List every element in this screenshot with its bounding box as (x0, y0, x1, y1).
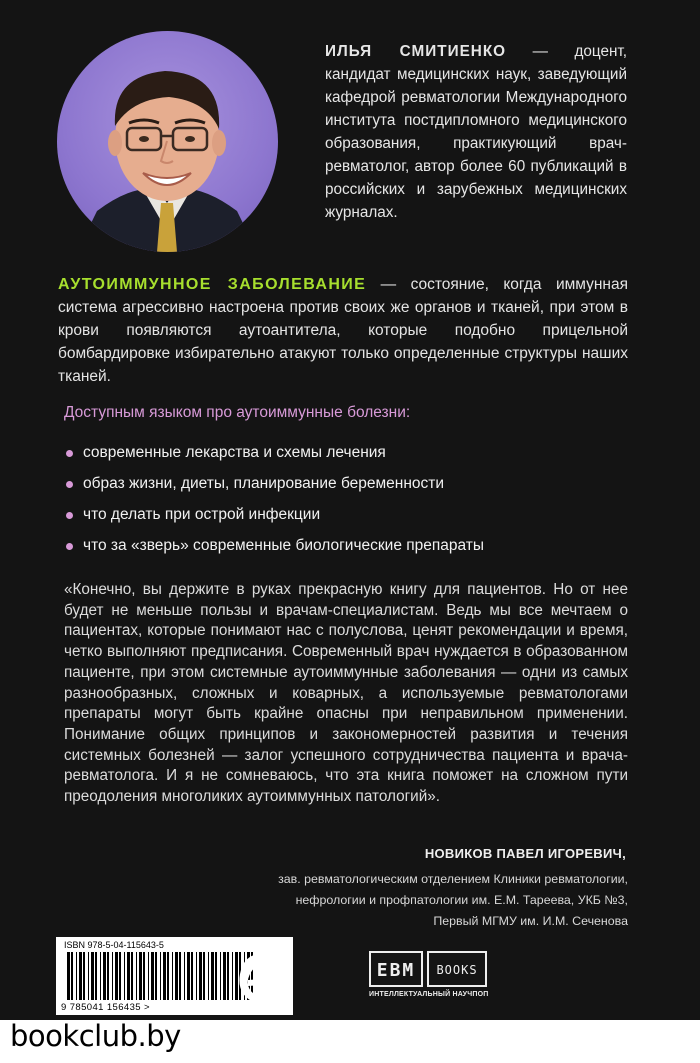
barcode-bar (88, 952, 89, 1000)
barcode-bar (160, 952, 161, 1000)
eksmo-logo-icon (222, 944, 292, 1014)
reviewer-name: НОВИКОВ ПАВЕЛ ИГОРЕВИЧ, (424, 846, 626, 861)
bullet-dot-icon (66, 481, 73, 488)
barcode-bar (95, 952, 97, 1000)
barcode-bar (148, 952, 149, 1000)
barcode-bar (163, 952, 166, 1000)
definition-term: АУТОИММУННОЕ ЗАБОЛЕВАНИЕ (58, 276, 367, 293)
barcode-bar (143, 952, 145, 1000)
definition-text: — состояние, когда иммунная система агрессивно настроена против своих же органов и тканей, при этом в крови появляются аутоантитела, которые подобно прицельной бомбардировке избирательно атакуют только определенные структуры наших тканей. (58, 276, 628, 385)
barcode-bar (196, 952, 197, 1000)
series-logo-right: BOOKS (427, 951, 487, 987)
site-watermark[interactable]: bookclub.by (10, 1019, 181, 1053)
barcode-bar (71, 952, 73, 1000)
isbn-label: ISBN 978-5-04-115643-5 (64, 940, 164, 950)
reviewer-position-line: нефрологии и профпатологии им. Е.М. Тареева, УКБ №3, (295, 893, 628, 907)
barcode-bar (199, 952, 202, 1000)
reviewer-position-line: зав. ревматологическим отделением Клиники ревматологии, (278, 872, 628, 886)
bullet-dot-icon (66, 543, 73, 550)
barcode-bar (112, 952, 113, 1000)
bullet-dot-icon (66, 512, 73, 519)
barcode-number: 9 785041 156435 > (61, 1002, 150, 1013)
barcode-bar (172, 952, 173, 1000)
barcode-bar (91, 952, 94, 1000)
barcode-bar (220, 952, 221, 1000)
barcode-bar (179, 952, 181, 1000)
barcode-bar (175, 952, 178, 1000)
reviewer-position (208, 869, 628, 932)
author-photo (57, 31, 278, 252)
barcode-bar (215, 952, 217, 1000)
bullet-dot-icon (66, 450, 73, 457)
definition-paragraph (58, 273, 628, 388)
barcode-bar (107, 952, 109, 1000)
barcode-bar (103, 952, 106, 1000)
barcode-bar (191, 952, 193, 1000)
barcode-bar (139, 952, 142, 1000)
author-bio-text: — доцент, кандидат медицинских наук, заведующий кафедрой ревматологии Международного института постдипломного медицинского образования, практикующий врач-ревматолог, автор более 60 публикаций в российских и зарубежных медицинских журналах. (325, 43, 627, 221)
barcode-bar (76, 952, 77, 1000)
author-portrait-image (57, 31, 278, 252)
author-bio (325, 40, 627, 224)
series-logo (369, 951, 487, 1007)
author-name: ИЛЬЯ СМИТИЕНКО (325, 43, 507, 60)
barcode-bar (208, 952, 209, 1000)
barcode-bar (79, 952, 82, 1000)
barcode-bar (67, 952, 70, 1000)
barcode-bar (184, 952, 185, 1000)
barcode-bar (124, 952, 125, 1000)
list-item: современные лекарства и схемы лечения (66, 444, 484, 475)
reviewer-position-line: Первый МГМУ им. И.М. Сеченова (433, 914, 628, 928)
barcode-bar (187, 952, 190, 1000)
bullet-list (66, 444, 484, 568)
barcode-bar (115, 952, 118, 1000)
series-logo-left: EBM (369, 951, 423, 987)
list-item: что делать при острой инфекции (66, 506, 484, 537)
barcode-bar (131, 952, 133, 1000)
review-quote: «Конечно, вы держите в руках прекрасную книгу для пациентов. Но от нее будет не меньше пользы и врачам-специалистам. Ведь мы все мечтаем о пациентах, которые понимают нас с полуслова, ценят рекомендации и время, четко выполняют предписания. Современный врач нуждается в образованном пациенте, при этом системные аутоиммунные заболевания — одни из самых разнообразных, сложных и коварных, а используемые ревматологами препараты могут быть крайне опасны при неправильном применении. Понимание общих принципов и закономерностей развития и течения системных болезней — залог успешного сотрудничества пациента и врача-ревматолога. И я не сомневаюсь, что эта книга поможет на сложном пути преодоления многоликих аутоиммунных патологий». (64, 581, 628, 806)
barcode-bar (211, 952, 214, 1000)
barcode-bar (167, 952, 169, 1000)
list-item: образ жизни, диеты, планирование беременности (66, 475, 484, 506)
barcode-bar (119, 952, 121, 1000)
barcode-bar (136, 952, 137, 1000)
barcode-bar (203, 952, 205, 1000)
list-item: что за «зверь» современные биологические препараты (66, 537, 484, 568)
barcode-bar (127, 952, 130, 1000)
barcode-bar (83, 952, 85, 1000)
series-logo-subtitle: ИНТЕЛЛЕКТУАЛЬНЫЙ НАУЧПОП (369, 991, 489, 998)
barcode-bar (151, 952, 154, 1000)
bullets-intro: Доступным языком про аутоиммунные болезни: (64, 404, 411, 421)
barcode-bar (155, 952, 157, 1000)
barcode-bar (100, 952, 101, 1000)
